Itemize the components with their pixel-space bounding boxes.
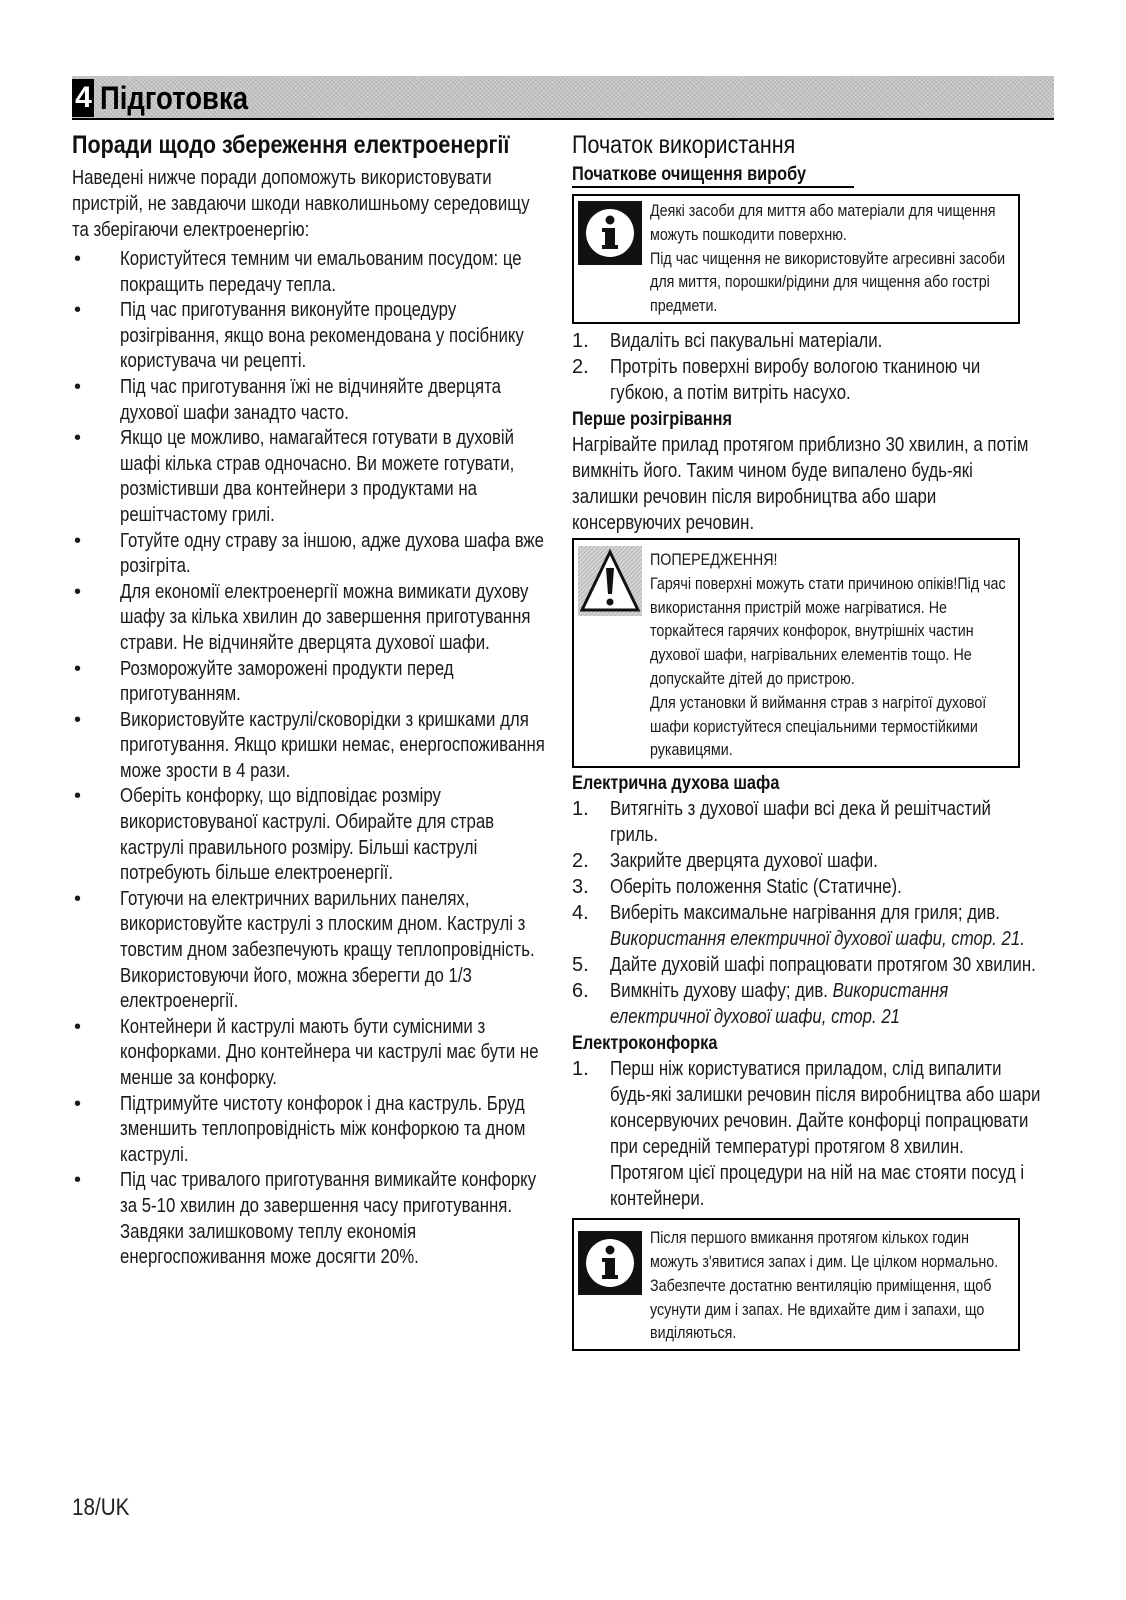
energy-tips-heading: Поради щодо збереження електроенергії bbox=[72, 131, 510, 159]
cleaning-info-note bbox=[572, 194, 1020, 324]
tip-text: Користуйтеся темним чи емальованим посудом: це покращить передачу тепла. bbox=[120, 248, 522, 296]
bullet-mark: • bbox=[74, 299, 82, 322]
info-icon bbox=[574, 1220, 646, 1306]
tip-text: Для економії електроенергії можна вимикати духову шафу за кілька хвилин до завершення приготування страви. Не відчиняйте дверцята духової шафи. bbox=[120, 580, 531, 654]
list-item bbox=[72, 708, 545, 785]
getting-started-heading: Початок використання bbox=[572, 131, 796, 159]
list-item: 6. Вимкніть духову шафу; див. Використання електричної духової шафи, стор. 21 bbox=[572, 980, 949, 1029]
list-item: 4. Виберіть максимальне нагрівання для гриля; див. Використання електричної духової шафи, стор. 21. bbox=[572, 902, 1025, 951]
tip-text: Під час приготування виконуйте процедуру розігрівання, якщо вона рекомендована у посібнику користувача чи рецепті. bbox=[120, 299, 524, 373]
warning-icon bbox=[574, 540, 646, 622]
first-heating-text: Нагрівайте прилад протягом приблизно 30 хвилин, а потім вимкніть його. Таким чином буде випалено будь-які залишки речовин після виробництва або шари консервуючих речовин. bbox=[572, 433, 1029, 534]
hotplate-note-text: Після першого вмикання протягом кількох годин можуть з'явитися запах і дим. Це цілком нормально. Забезпечте достатню вентиляцію приміщення, щоб усунути дим і запах. Не вдихайте дим і запахи, що виділяються. bbox=[650, 1228, 999, 1343]
warning-line-1: Гарячі поверхні можуть стати причиною опіків!Під час використання пристрій може нагріватися. Не торкайтеся гарячих конфорок, внутрішніх частин духової шафи, нагрівальних елементів тощо. Не допускайте дітей до пристрою. bbox=[650, 573, 1006, 688]
section-number: 4 bbox=[72, 79, 94, 117]
list-item: 3. Оберіть положення Static (Статичне). bbox=[572, 876, 902, 899]
list-item bbox=[72, 247, 542, 298]
bullet-mark: • bbox=[74, 427, 82, 450]
energy-tips-intro: Наведені нижче поради допоможуть використовувати пристрій, не завдаючи шкоди навколишньому середовищу та зберігаючи електроенергію: bbox=[72, 167, 530, 241]
list-item bbox=[72, 426, 542, 528]
tip-text: Контейнери й каструлі мають бути сумісними з конфорками. Дно контейнера чи каструлі має бути не менше за конфорку. bbox=[120, 1015, 539, 1089]
cleaning-note-line-1: Деякі засоби для миття або матеріали для чищення можуть пошкодити поверхню. bbox=[650, 201, 996, 244]
cleaning-steps bbox=[572, 328, 1042, 406]
list-item: 5. Дайте духовій шафі попрацювати протягом 30 хвилин. bbox=[572, 954, 1036, 977]
electric-oven-subheading: Електрична духова шафа bbox=[572, 773, 780, 795]
bullet-mark: • bbox=[74, 1015, 82, 1038]
list-item: 2. Протріть поверхні виробу вологою тканиною чи губкою, а потім витріть насухо. bbox=[572, 355, 981, 404]
tip-text: Оберіть конфорку, що відповідає розміру використовуваної каструлі. Обирайте для страв каструлі правильного розміру. Більші каструлі потребують більше електроенергії. bbox=[120, 785, 495, 885]
initial-cleaning-subheading: Початкове очищення виробу bbox=[572, 164, 807, 185]
bullet-mark: • bbox=[74, 248, 82, 270]
list-item bbox=[72, 887, 542, 1015]
tip-text: Підтримуйте чистоту конфорок і дна каструль. Бруд зменшить теплопровідність між конфоркою та дном каструлі. bbox=[120, 1092, 526, 1166]
bullet-mark: • bbox=[74, 708, 82, 731]
tip-text: Готуйте одну страву за іншою, адже духова шафа вже розігріта. bbox=[120, 529, 545, 578]
bullet-mark: • bbox=[74, 1169, 82, 1192]
tip-text: Під час тривалого приготування вимикайте конфорку за 5-10 хвилин до завершення часу приготування. Завдяки залишковому теплу економія енергоспоживання може досягти 20%. bbox=[120, 1169, 537, 1269]
warning-title: ПОПЕРЕДЖЕННЯ! bbox=[650, 549, 778, 569]
list-item: 1. Перш ніж користуватися приладом, слід випалити будь-які залишки речовин після виробництва або шари консервуючих речовин. Дайте конфорці попрацювати при середній температурі протягом 8 хвилин. Протягом цієї процедури на ній на має стояти посуд і контейнери. bbox=[572, 1058, 1041, 1211]
tip-text: Розморожуйте заморожені продукти перед приготуванням. bbox=[120, 657, 454, 706]
first-heating-subheading: Перше розігрівання bbox=[572, 408, 732, 430]
tip-text: Якщо це можливо, намагайтеся готувати в духовій шафі кілька страв одночасно. Ви можете готувати, розмістивши два контейнери з продуктами на решітчастому грилі. bbox=[120, 427, 515, 526]
page-reference: Використання електричної духової шафи, стор. 21 bbox=[610, 980, 949, 1029]
list-item bbox=[72, 375, 542, 426]
getting-started-column bbox=[572, 130, 1042, 1351]
tip-text: Готуючи на електричних варильних панелях, використовуйте каструлі з плоским дном. Каструлі з товстим дном забезпечують кращу теплопровідність. Використовуючи його, можна зберегти до 1/3 електроенергії. bbox=[120, 887, 535, 1013]
list-item: 1. Витягніть з духової шафи всі дека й решітчастий гриль. bbox=[572, 798, 991, 847]
tip-text: Використовуйте каструлі/сковорідки з кришками для приготування. Якщо кришки немає, енергоспоживання може зрости в 4 рази. bbox=[120, 708, 545, 782]
bullet-mark: • bbox=[74, 529, 82, 552]
list-item bbox=[72, 1168, 542, 1270]
tip-text: Під час приготування їжі не відчиняйте дверцята духової шафи занадто часто. bbox=[120, 375, 501, 424]
bullet-mark: • bbox=[74, 1092, 82, 1115]
hotplate-subheading: Електроконфорка bbox=[572, 1033, 718, 1055]
list-item bbox=[72, 1092, 542, 1169]
list-item: 2. Закрийте дверцята духової шафи. bbox=[572, 850, 878, 873]
list-item: 1. Видаліть всі пакувальні матеріали. bbox=[572, 329, 883, 352]
cleaning-note-line-2: Під час чищення не використовуйте агресивні засоби для миття, порошки/рідини для чищення або гострі предмети. bbox=[650, 248, 1006, 316]
energy-tips-list bbox=[72, 247, 545, 1271]
section-title: Підготовка bbox=[100, 80, 249, 116]
list-item bbox=[72, 1015, 542, 1092]
bullet-mark: • bbox=[74, 887, 82, 910]
list-item bbox=[72, 580, 542, 657]
electric-oven-steps bbox=[572, 796, 1042, 1030]
page-number: 18/UK bbox=[72, 1494, 130, 1521]
section-header bbox=[72, 76, 1054, 120]
list-item bbox=[72, 784, 542, 886]
bullet-mark: • bbox=[74, 580, 82, 603]
warning-line-2: Для установки й виймання страв з нагрітої духової шафи користуйтеся спеціальними термостійкими рукавицями. bbox=[650, 692, 987, 760]
energy-tips-column bbox=[72, 130, 545, 1271]
hotplate-info-note bbox=[572, 1218, 1020, 1351]
hotplate-steps bbox=[572, 1056, 1042, 1212]
bullet-mark: • bbox=[74, 375, 82, 398]
warning-note bbox=[572, 538, 1020, 768]
list-item bbox=[72, 298, 542, 375]
bullet-mark: • bbox=[74, 657, 82, 680]
bullet-mark: • bbox=[74, 785, 82, 808]
list-item bbox=[72, 529, 545, 580]
list-item bbox=[72, 657, 542, 708]
info-icon bbox=[574, 196, 646, 270]
page-reference: Використання електричної духової шафи, стор. 21. bbox=[610, 928, 1025, 951]
